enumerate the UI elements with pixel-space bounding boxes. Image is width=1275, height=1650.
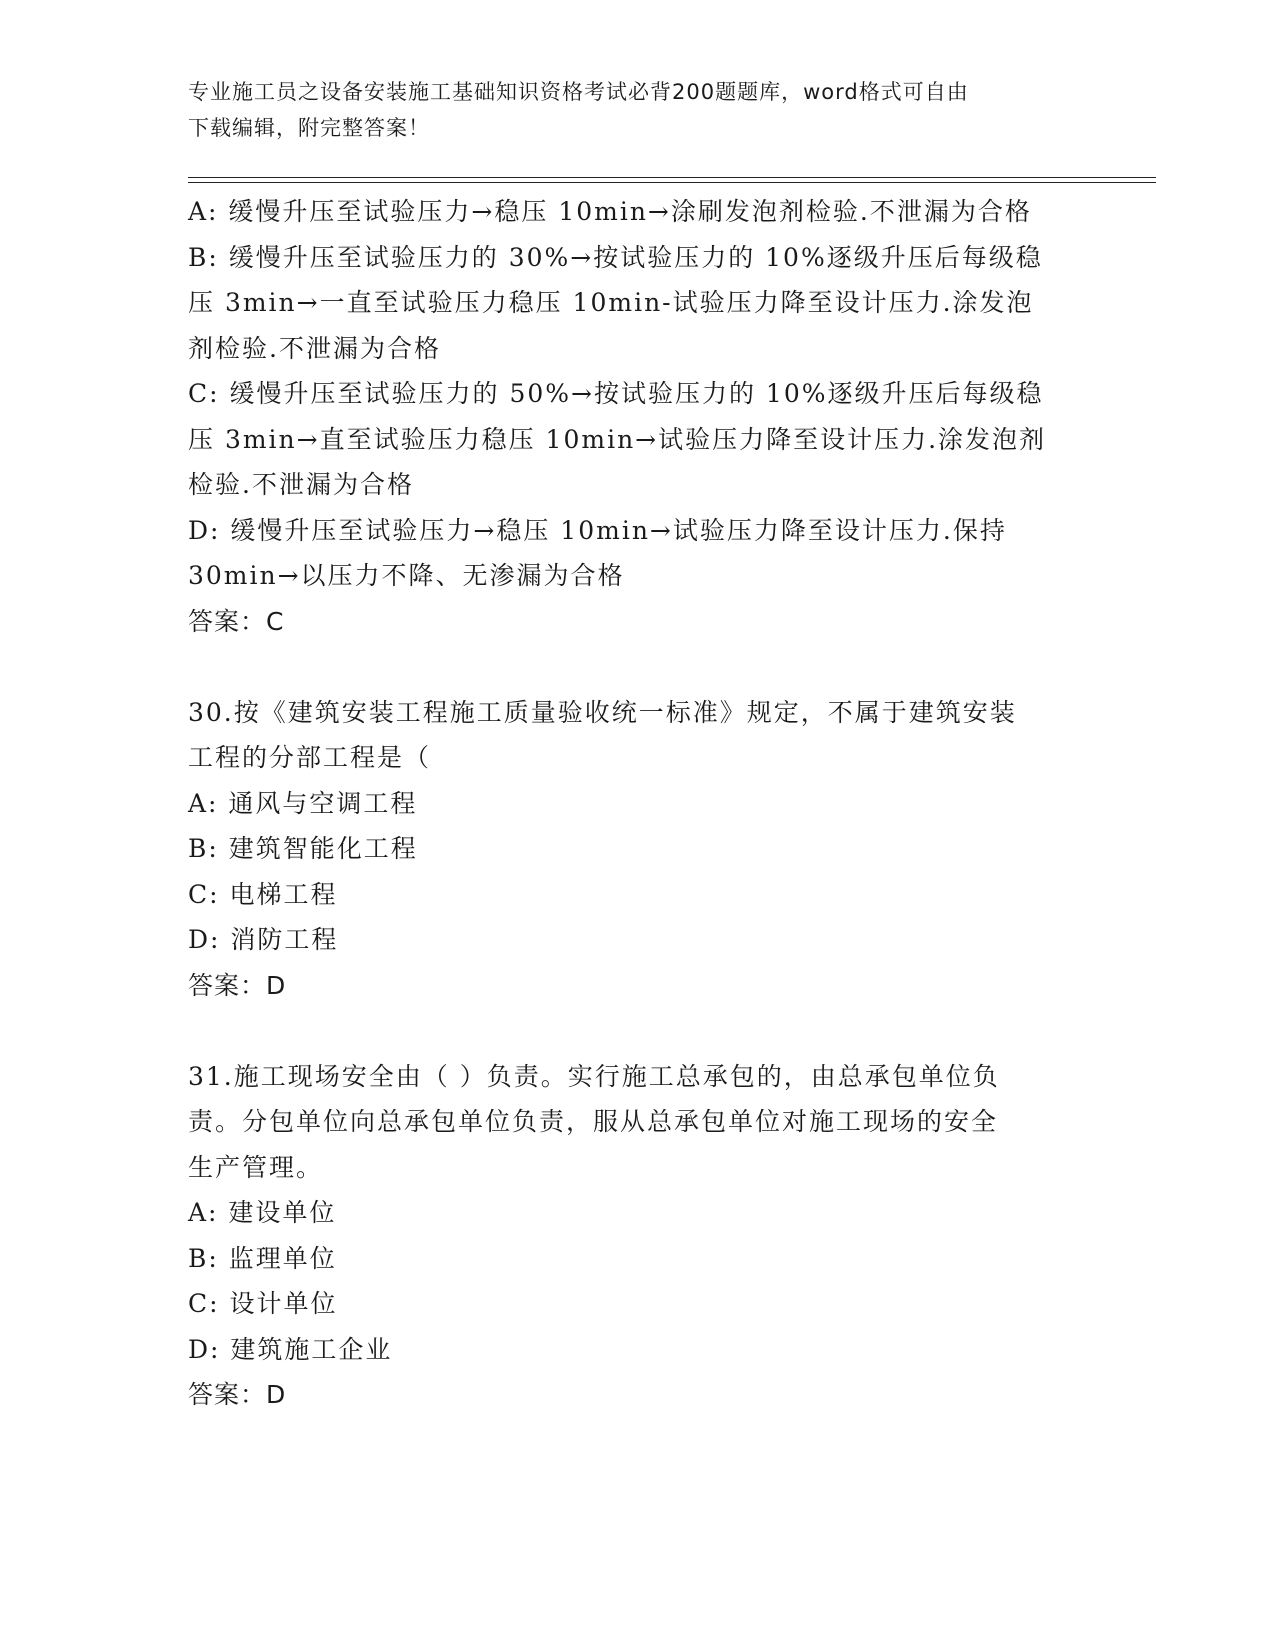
- answer-29: 答案：C: [188, 606, 285, 636]
- option-b: B: 监理单位: [188, 1243, 337, 1273]
- option-line: C: 缓慢升压至试验压力的 50%→按试验压力的 10%逐级升压后每级稳: [188, 379, 1044, 408]
- option-line: 剂检验.不泄漏为合格: [188, 333, 441, 363]
- option-line: 压 3min→一直至试验压力稳压 10min-试验压力降至设计压力.涂发泡: [188, 288, 1034, 317]
- document-header: [188, 74, 1088, 146]
- option-d: D: 消防工程: [188, 925, 339, 954]
- question-stem-line: 31.施工现场安全由（ ）负责。实行施工总承包的，由总承包单位负: [188, 1061, 1000, 1091]
- header-divider-top: [188, 177, 1156, 178]
- question-30: [188, 690, 1088, 1009]
- option-a: A: 建设单位: [188, 1198, 337, 1227]
- option-line: 30min→以压力不降、无渗漏为合格: [188, 561, 625, 590]
- answer-31: 答案：D: [188, 1380, 287, 1409]
- option-d: D: 建筑施工企业: [188, 1334, 393, 1364]
- option-c: C: 设计单位: [188, 1289, 338, 1318]
- question-29-options: [188, 189, 1088, 599]
- option-line: 压 3min→直至试验压力稳压 10min→试验压力降至设计压力.涂发泡剂: [188, 424, 1047, 454]
- header-line-2: 下载编辑，附完整答案！: [188, 116, 430, 140]
- spacer: [188, 644, 1088, 690]
- option-line: B: 缓慢升压至试验压力的 30%→按试验压力的 10%逐级升压后每级稳: [188, 242, 1043, 272]
- option-b: B: 建筑智能化工程: [188, 834, 418, 863]
- answer-30: 答案：D: [188, 970, 287, 1000]
- question-stem-line: 生产管理。: [188, 1152, 324, 1182]
- question-stem-line: 责。分包单位向总承包单位负责，服从总承包单位对施工现场的安全: [188, 1107, 999, 1136]
- option-line: 检验.不泄漏为合格: [188, 470, 414, 499]
- question-stem-line: 工程的分部工程是（: [188, 743, 432, 772]
- header-line-1: 专业施工员之设备安装施工基础知识资格考试必背200题题库，word格式可自由: [188, 80, 969, 104]
- question-stem-line: 30.按《建筑安装工程施工质量验收统一标准》规定，不属于建筑安装: [188, 697, 1017, 727]
- option-line: D: 缓慢升压至试验压力→稳压 10min→试验压力降至设计压力.保持: [188, 515, 1007, 545]
- option-a: A: 通风与空调工程: [188, 788, 418, 818]
- option-line: A: 缓慢升压至试验压力→稳压 10min→涂刷发泡剂检验.不泄漏为合格: [188, 197, 1032, 226]
- option-c: C: 电梯工程: [188, 879, 338, 909]
- header-divider-bottom: [188, 182, 1156, 183]
- document-body: [188, 189, 1088, 1418]
- question-31: [188, 1054, 1088, 1418]
- spacer: [188, 1008, 1088, 1054]
